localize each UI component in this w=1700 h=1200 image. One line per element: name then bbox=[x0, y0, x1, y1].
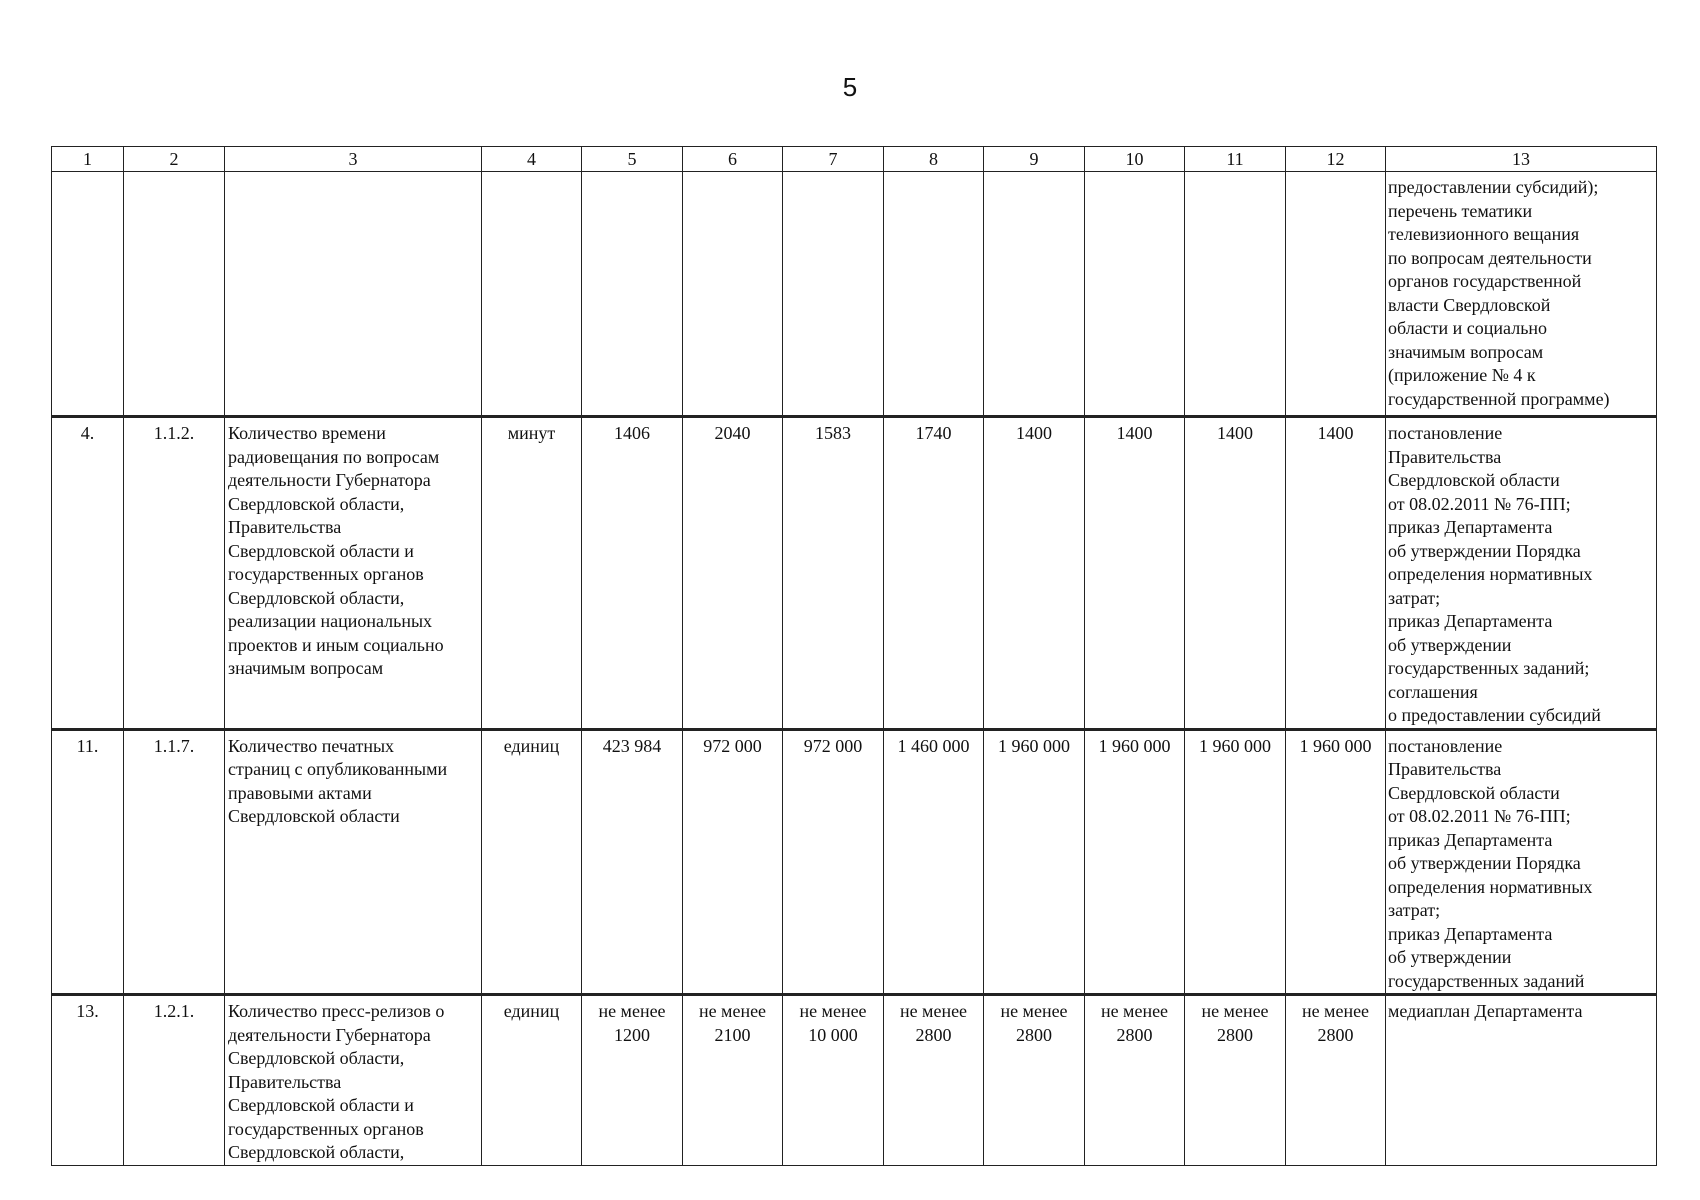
row-code: 1.1.2. bbox=[124, 417, 225, 730]
value-cell: не менее 2800 bbox=[1185, 995, 1286, 1166]
value-cell bbox=[984, 172, 1085, 417]
basis-cell: предоставлении субсидий); перечень тематики телевизионного вещания по вопросам деятельности органов государственной власти Свердловской области и социально значимым вопросам (приложение № 4 к государственной программе) bbox=[1386, 172, 1657, 417]
unit: единиц bbox=[482, 729, 582, 995]
column-number: 12 bbox=[1286, 147, 1386, 172]
value-cell: 1740 bbox=[884, 417, 984, 730]
value-cell: не менее 2800 bbox=[984, 995, 1085, 1166]
indicators-table bbox=[51, 146, 1657, 1166]
row-number: 13. bbox=[52, 995, 124, 1166]
column-number: 7 bbox=[783, 147, 884, 172]
table-row bbox=[52, 417, 1657, 730]
column-number: 9 bbox=[984, 147, 1085, 172]
value-cell: 972 000 bbox=[683, 729, 783, 995]
table-row bbox=[52, 172, 1657, 417]
value-cell: 1 960 000 bbox=[1085, 729, 1185, 995]
value-cell: 1400 bbox=[1185, 417, 1286, 730]
column-number: 5 bbox=[582, 147, 683, 172]
column-number: 10 bbox=[1085, 147, 1185, 172]
column-number: 13 bbox=[1386, 147, 1657, 172]
row-number bbox=[52, 172, 124, 417]
value-cell: 1583 bbox=[783, 417, 884, 730]
value-cell: 1400 bbox=[1085, 417, 1185, 730]
value-cell: 1406 bbox=[582, 417, 683, 730]
value-cell bbox=[683, 172, 783, 417]
row-number: 4. bbox=[52, 417, 124, 730]
value-cell: не менее 2800 bbox=[1085, 995, 1185, 1166]
column-number: 11 bbox=[1185, 147, 1286, 172]
value-cell: не менее 2800 bbox=[1286, 995, 1386, 1166]
unit: единиц bbox=[482, 995, 582, 1166]
basis-cell: постановление Правительства Свердловской области от 08.02.2011 № 76-ПП; приказ Департамента об утверждении Порядка определения нормативных затрат; приказ Департамента об утверждении государственных заданий; соглашения о предоставлении субсидий bbox=[1386, 417, 1657, 730]
row-number: 11. bbox=[52, 729, 124, 995]
value-cell bbox=[783, 172, 884, 417]
unit: минут bbox=[482, 417, 582, 730]
value-cell: 1 960 000 bbox=[1185, 729, 1286, 995]
table-row bbox=[52, 729, 1657, 995]
row-code: 1.2.1. bbox=[124, 995, 225, 1166]
value-cell: 1400 bbox=[1286, 417, 1386, 730]
value-cell: не менее 10 000 bbox=[783, 995, 884, 1166]
indicator-name bbox=[225, 172, 482, 417]
row-code bbox=[124, 172, 225, 417]
value-cell: 423 984 bbox=[582, 729, 683, 995]
table-row bbox=[52, 995, 1657, 1166]
column-number: 6 bbox=[683, 147, 783, 172]
column-number: 2 bbox=[124, 147, 225, 172]
column-number: 3 bbox=[225, 147, 482, 172]
value-cell: не менее 2100 bbox=[683, 995, 783, 1166]
value-cell: не менее 2800 bbox=[884, 995, 984, 1166]
value-cell: 1 460 000 bbox=[884, 729, 984, 995]
row-code: 1.1.7. bbox=[124, 729, 225, 995]
basis-cell: постановление Правительства Свердловской области от 08.02.2011 № 76-ПП; приказ Департамента об утверждении Порядка определения нормативных затрат; приказ Департамента об утверждении государственных заданий bbox=[1386, 729, 1657, 995]
value-cell bbox=[1286, 172, 1386, 417]
column-number: 4 bbox=[482, 147, 582, 172]
column-number: 8 bbox=[884, 147, 984, 172]
value-cell bbox=[1185, 172, 1286, 417]
value-cell bbox=[884, 172, 984, 417]
value-cell: не менее 1200 bbox=[582, 995, 683, 1166]
page-number: 5 bbox=[842, 72, 858, 102]
indicator-name: Количество печатных страниц с опубликованными правовыми актами Свердловской области bbox=[225, 729, 482, 995]
indicator-name: Количество пресс-релизов о деятельности Губернатора Свердловской области, Правительства Свердловской области и государственных органов Свердловской области, bbox=[225, 995, 482, 1166]
column-number: 1 bbox=[52, 147, 124, 172]
value-cell bbox=[582, 172, 683, 417]
indicator-name: Количество времени радиовещания по вопросам деятельности Губернатора Свердловской области, Правительства Свердловской области и государственных органов Свердловской области, реализации национальных проектов и иным социально значимым вопросам bbox=[225, 417, 482, 730]
value-cell: 1400 bbox=[984, 417, 1085, 730]
value-cell bbox=[1085, 172, 1185, 417]
value-cell: 2040 bbox=[683, 417, 783, 730]
column-number-row bbox=[52, 147, 1657, 172]
unit bbox=[482, 172, 582, 417]
value-cell: 1 960 000 bbox=[984, 729, 1085, 995]
basis-cell: медиаплан Департамента bbox=[1386, 995, 1657, 1166]
value-cell: 1 960 000 bbox=[1286, 729, 1386, 995]
value-cell: 972 000 bbox=[783, 729, 884, 995]
